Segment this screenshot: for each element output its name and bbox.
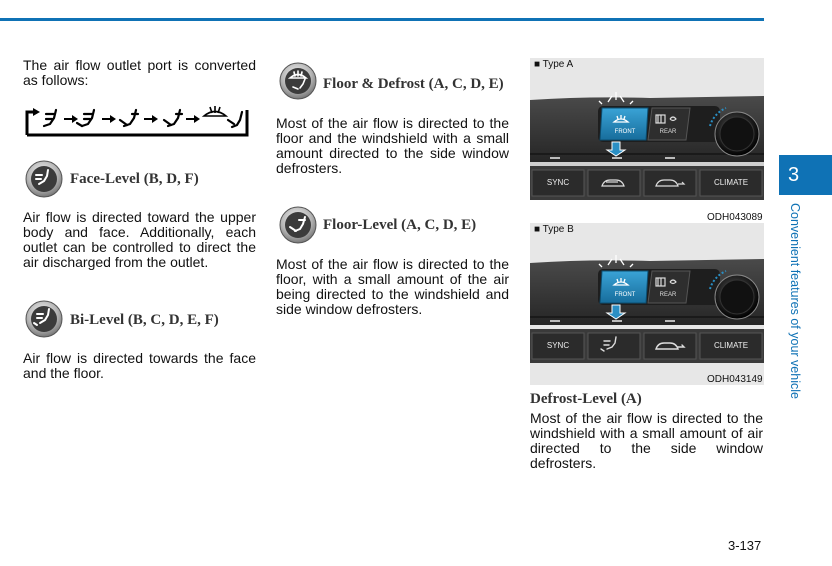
type-b-front-label: FRONT	[614, 292, 636, 298]
floor-level-icon	[279, 206, 317, 244]
type-a-figure-code: ODH043089	[707, 212, 763, 223]
type-b-sync-button: SYNC	[546, 341, 570, 350]
intro-text: The air flow outlet port is converted as follows:	[23, 57, 256, 88]
floor-defrost-text: Most of the air flow is directed to the floor and the windshield with a small amount directed to the side window defrosters.	[276, 115, 509, 176]
chapter-title-text: Convenient features of your vehicle	[788, 203, 802, 399]
chapter-number-tab: 3	[779, 155, 832, 195]
type-b-climate-button: CLIMATE	[713, 341, 749, 350]
defrost-level-heading: Defrost-Level (A)	[530, 391, 642, 407]
type-a-front-label: FRONT	[614, 129, 636, 135]
defrost-level-text: Most of the air flow is directed to the windshield with a small amount of air directed to the side window defrosters.	[530, 410, 763, 471]
type-a-rear-label: REAR	[659, 129, 677, 135]
type-b-rear-label: REAR	[659, 292, 677, 298]
type-a-climate-button: CLIMATE	[713, 178, 749, 187]
bi-level-icon	[25, 300, 63, 338]
floor-level-heading: Floor-Level (A, C, D, E)	[323, 217, 477, 233]
floor-defrost-icon	[279, 62, 317, 100]
control-panel-type-b	[530, 223, 764, 385]
face-level-icon	[25, 160, 63, 198]
bi-level-text: Air flow is directed towards the face and the floor.	[23, 350, 256, 381]
face-level-text: Air flow is directed toward the upper body and face. Additionally, each outlet can be controlled to direct the air discharged from the outlet.	[23, 209, 256, 270]
header-rule	[0, 18, 764, 21]
airflow-sequence-diagram	[24, 104, 252, 138]
page-number: 3-137	[728, 538, 762, 553]
floor-level-text: Most of the air flow is directed to the floor, with a small amount of the air being directed to the windshield and side window defrosters.	[276, 256, 509, 317]
face-level-heading: Face-Level (B, D, F)	[70, 171, 199, 187]
type-a-sync-button: SYNC	[546, 178, 570, 187]
control-panel-type-a	[530, 58, 764, 200]
type-b-figure-code: ODH043149	[707, 374, 763, 385]
type-a-label: ■ Type A	[534, 59, 574, 70]
bi-level-heading: Bi-Level (B, C, D, E, F)	[70, 312, 219, 328]
chapter-title-vertical	[786, 203, 804, 418]
floor-defrost-heading: Floor & Defrost (A, C, D, E)	[323, 76, 504, 92]
type-b-label: ■ Type B	[534, 224, 574, 235]
